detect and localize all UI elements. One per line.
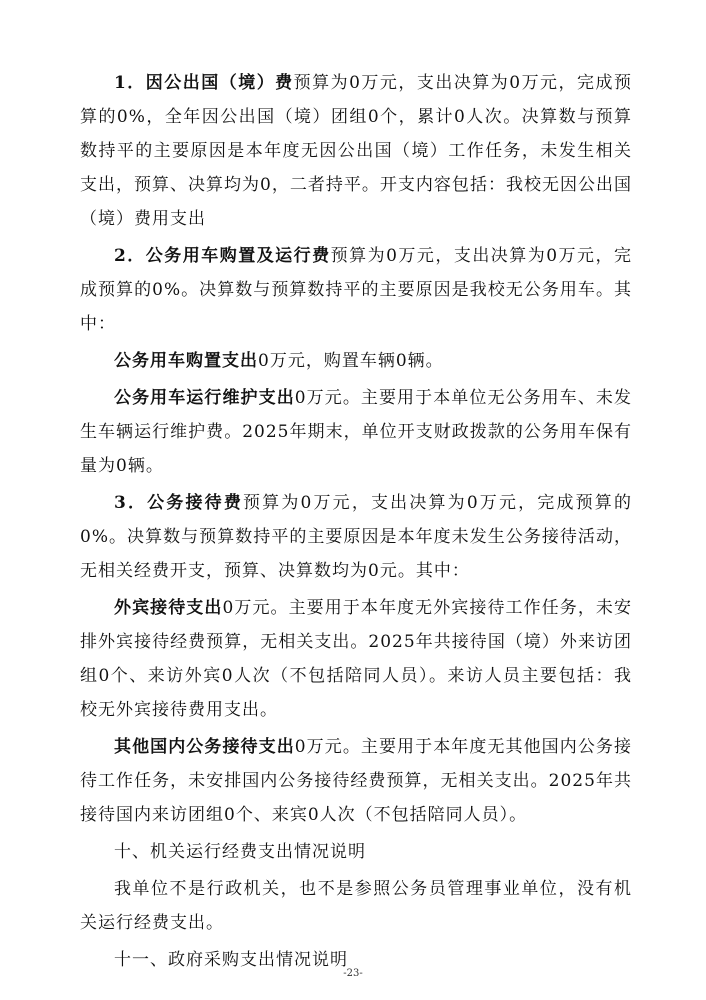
paragraph-lead: 公务用车购置支出 xyxy=(114,351,258,371)
paragraph-text: 0万元。主要用于本年度无外宾接待工作任务，未安排外宾接待经费预算，无相关支出。2025年共接待国（境）外来访团组0个、来访外宾0人次（不包括陪同人员）。来访人员主要包括：我校无外宾接待费用支出。 xyxy=(80,598,632,720)
paragraph-vehicle-maintenance xyxy=(80,381,632,483)
heading-text: 十、机关运行经费支出情况说明 xyxy=(114,842,366,862)
paragraph-text: 我单位不是行政机关，也不是参照公务员管理事业单位，没有机关运行经费支出。 xyxy=(80,879,632,933)
document-body xyxy=(80,66,632,980)
paragraph-operating-expenses xyxy=(80,872,632,940)
paragraph-text: 0万元，购置车辆0辆。 xyxy=(258,351,444,371)
paragraph-text: 预算为0万元，支出决算为0万元，完成预算的0%。决算数与预算数持平的主要原因是我校无公务用车。其中： xyxy=(80,246,633,334)
paragraph-text: 0万元。主要用于本单位无公务用车、未发生车辆运行维护费。2025年期末，单位开支财政拨款的公务用车保有量为0辆。 xyxy=(80,388,632,476)
paragraph-text: 预算为0万元，支出决算为0万元，完成预算的0%。决算数与预算数持平的主要原因是本年度未发生公务接待活动，无相关经费开支，预算、决算数均为0元。其中： xyxy=(80,493,632,581)
paragraph-foreign-reception xyxy=(80,591,632,727)
paragraph-official-vehicles xyxy=(80,239,632,341)
section-heading-operating-expenses xyxy=(80,835,632,869)
paragraph-domestic-reception xyxy=(80,730,632,832)
paragraph-reception xyxy=(80,486,632,588)
paragraph-lead: 外宾接待支出 xyxy=(114,598,223,618)
paragraph-lead: 2．公务用车购置及运行费 xyxy=(114,246,331,266)
paragraph-outbound-travel xyxy=(80,66,632,236)
paragraph-lead: 3．公务接待费 xyxy=(114,493,243,513)
paragraph-text: 0万元。主要用于本年度无其他国内公务接待工作任务，未安排国内公务接待经费预算，无相关支出。2025年共接待国内来访团组0个、来宾0人次（不包括陪同人员）。 xyxy=(80,737,632,825)
heading-text: 十一、政府采购支出情况说明 xyxy=(114,950,348,970)
paragraph-vehicle-purchase xyxy=(80,344,632,378)
paragraph-lead: 公务用车运行维护支出 xyxy=(114,388,295,408)
paragraph-lead: 其他国内公务接待支出 xyxy=(114,737,295,757)
page-number: -23- xyxy=(343,968,363,979)
paragraph-text: 预算为0万元，支出决算为0万元，完成预算的0%，全年因公出国（境）团组0个，累计0人次。决算数与预算数持平的主要原因是本年度无因公出国（境）工作任务，未发生相关支出，预算、决算均为0，二者持平。开支内容包括：我校无因公出国（境）费用支出 xyxy=(80,73,632,229)
paragraph-lead: 1．因公出国（境）费 xyxy=(114,73,294,93)
